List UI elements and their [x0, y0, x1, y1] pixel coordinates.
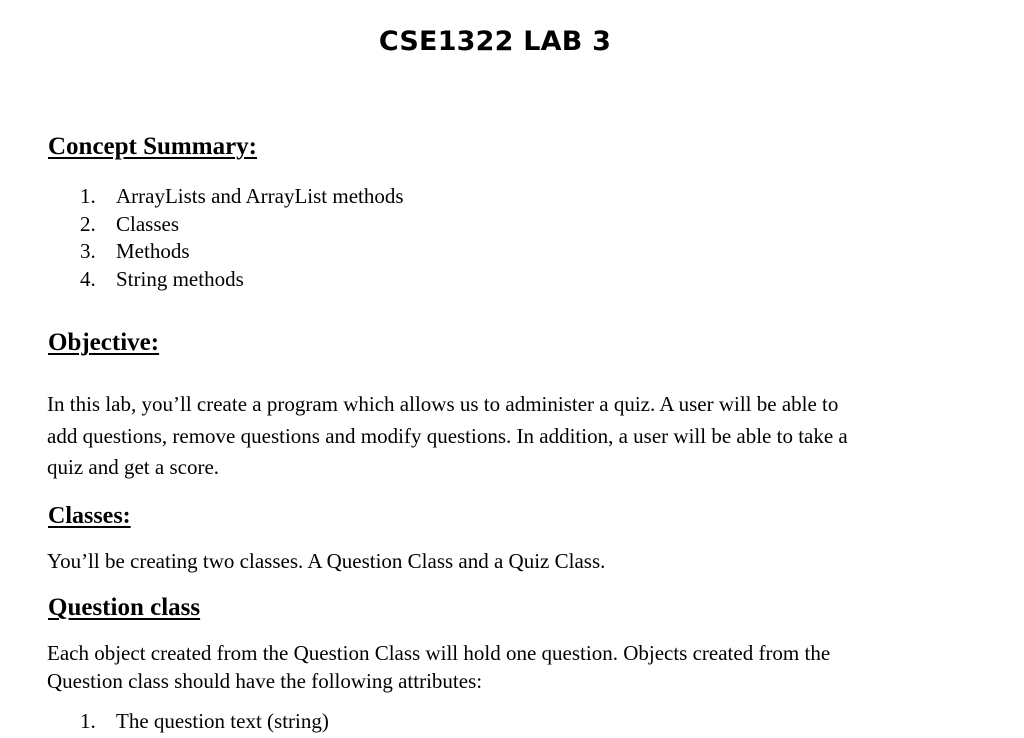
objective-heading: Objective:	[48, 329, 160, 356]
list-item-number: 2.	[80, 211, 96, 236]
list-item	[80, 183, 404, 211]
question-class-heading: Question class	[48, 594, 201, 621]
classes-paragraph: You’ll be creating two classes. A Question Class and a Quiz Class.	[47, 549, 606, 573]
list-item	[80, 211, 404, 239]
paragraph-line: Each object created from the Question Class will hold one question. Objects created from the	[47, 641, 831, 665]
page-title: CSE1322 LAB 3	[378, 26, 612, 57]
paragraph-line: Question class should have the following attributes:	[47, 668, 483, 693]
list-item	[80, 238, 404, 266]
concept-summary-heading: Concept Summary:	[48, 133, 258, 160]
list-item-text: The question text (string)	[116, 709, 329, 733]
list-item-text: ArrayLists and ArrayList methods	[116, 184, 404, 208]
paragraph-line: quiz and get a score.	[47, 455, 220, 479]
list-item-text: String methods	[116, 266, 244, 291]
list-item	[80, 708, 329, 736]
objective-paragraph	[47, 389, 947, 484]
concept-summary-list	[80, 183, 404, 293]
list-item-number: 4.	[80, 266, 96, 291]
list-item-text: Methods	[116, 239, 190, 263]
question-attributes-list	[80, 708, 329, 736]
paragraph-line: add questions, remove questions and modify questions. In addition, a user will be able to take a	[47, 423, 848, 448]
classes-heading: Classes:	[48, 503, 131, 529]
question-class-paragraph	[47, 640, 947, 695]
list-item-number: 3.	[80, 239, 96, 263]
list-item	[80, 266, 404, 294]
paragraph-line: In this lab, you’ll create a program which allows us to administer a quiz. A user will be able to	[47, 392, 839, 416]
list-item-number: 1.	[80, 709, 96, 733]
list-item-number: 1.	[80, 184, 96, 208]
list-item-text: Classes	[116, 211, 179, 236]
